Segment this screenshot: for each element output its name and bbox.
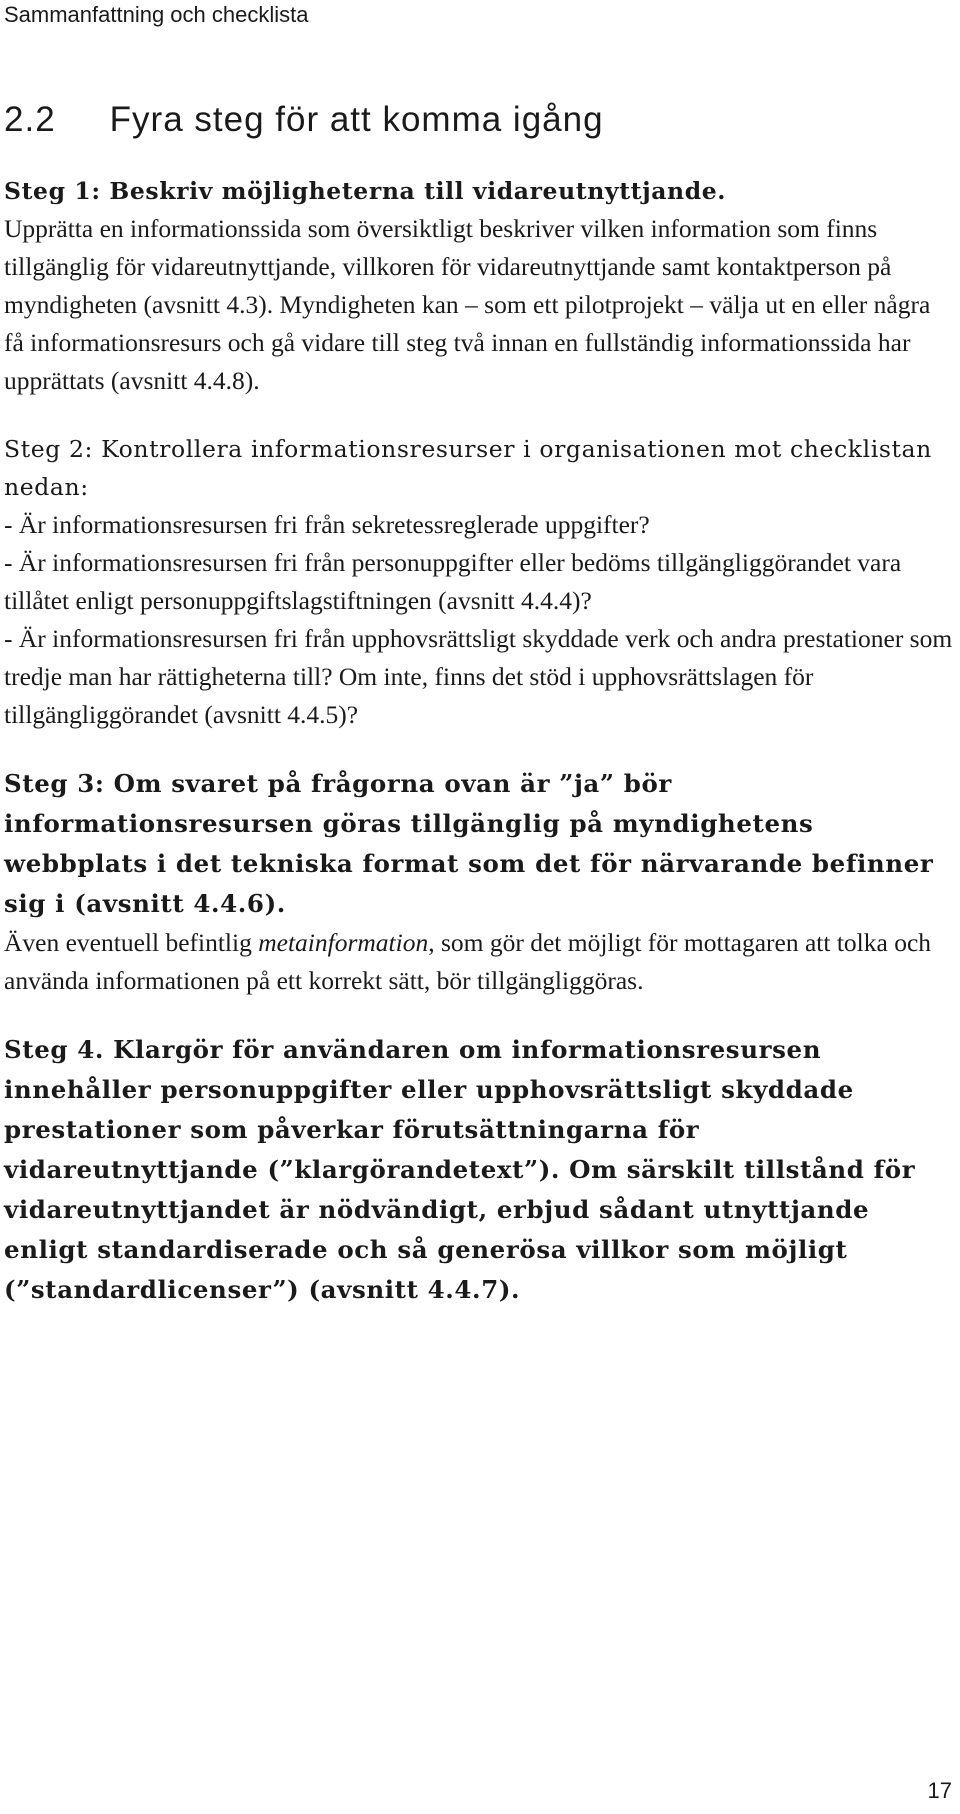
step-2-heading: Steg 2: Kontrollera informationsresurser i organisationen mot checklistan nedan: xyxy=(4,435,932,501)
step-1 xyxy=(4,172,954,400)
step-4 xyxy=(4,1030,954,1310)
step-4-heading: Steg 4. Klargör för användaren om informationsresursen innehåller personuppgifter eller upphovsrättsligt skyddade prestationer som påverkar förutsättningarna för vidareutnyttjande (”klargörandetext”). Om särskilt tillstånd för vidareutnyttjandet är nödvändigt, erbjud sådant utnyttjande enligt standardiserade och så generösa villkor som möjligt (”standardlicenser”) (avsnitt 4.4.7). xyxy=(4,1035,916,1304)
step-3-text-italic: metainformation xyxy=(258,928,429,957)
main-content xyxy=(4,172,954,1340)
step-1-text: Upprätta en informationssida som översiktligt beskriver vilken information som finns tillgänglig för vidareutnyttjande, villkoren för vidareutnyttjande samt kontaktperson på myndigheten (avsnitt 4.3). Myndigheten kan – som ett pilotprojekt – välja ut en eller några få informationsresurs och gå vidare till steg två innan en fullständig informationssida har upprättats (avsnitt 4.4.8). xyxy=(4,214,931,395)
checklist-item: - Är informationsresursen fri från sekretessreglerade uppgifter? xyxy=(4,510,650,539)
running-head: Sammanfattning och checklista xyxy=(4,2,309,27)
section-title xyxy=(4,100,604,140)
checklist-item: - Är informationsresursen fri från upphovsrättsligt skyddade verk och andra prestationer som tredje man har rättigheterna till? Om inte, finns det stöd i upphovsrättslagen för tillgängliggörandet (avsnitt 4.4.5)? xyxy=(4,624,953,729)
step-3-text xyxy=(4,924,954,1000)
step-3-heading: Steg 3: Om svaret på frågorna ovan är ”ja” bör informationsresursen göras tillgänglig på myndighetens webbplats i det tekniska format som det för närvarande befinner sig i (avsnitt 4.4.6). xyxy=(4,769,934,918)
step-3 xyxy=(4,764,954,1000)
step-3-text-before: Även eventuell befintlig xyxy=(4,928,259,957)
section-title-text: Fyra steg för att komma igång xyxy=(109,100,604,139)
step-2 xyxy=(4,430,954,734)
checklist-item: - Är informationsresursen fri från personuppgifter eller bedöms tillgängliggörandet vara tillåtet enligt personuppgiftslagstiftningen (avsnitt 4.4.4)? xyxy=(4,548,902,615)
section-number: 2.2 xyxy=(4,100,56,139)
step-3-text-after: , som gör det möjligt för mottagaren att tolka och använda informationen på ett korrekt sätt, bör tillgängliggöras. xyxy=(4,928,932,995)
step-1-heading: Steg 1: Beskriv möjligheterna till vidareutnyttjande. xyxy=(4,177,727,205)
page-number: 17 xyxy=(927,1778,952,1803)
